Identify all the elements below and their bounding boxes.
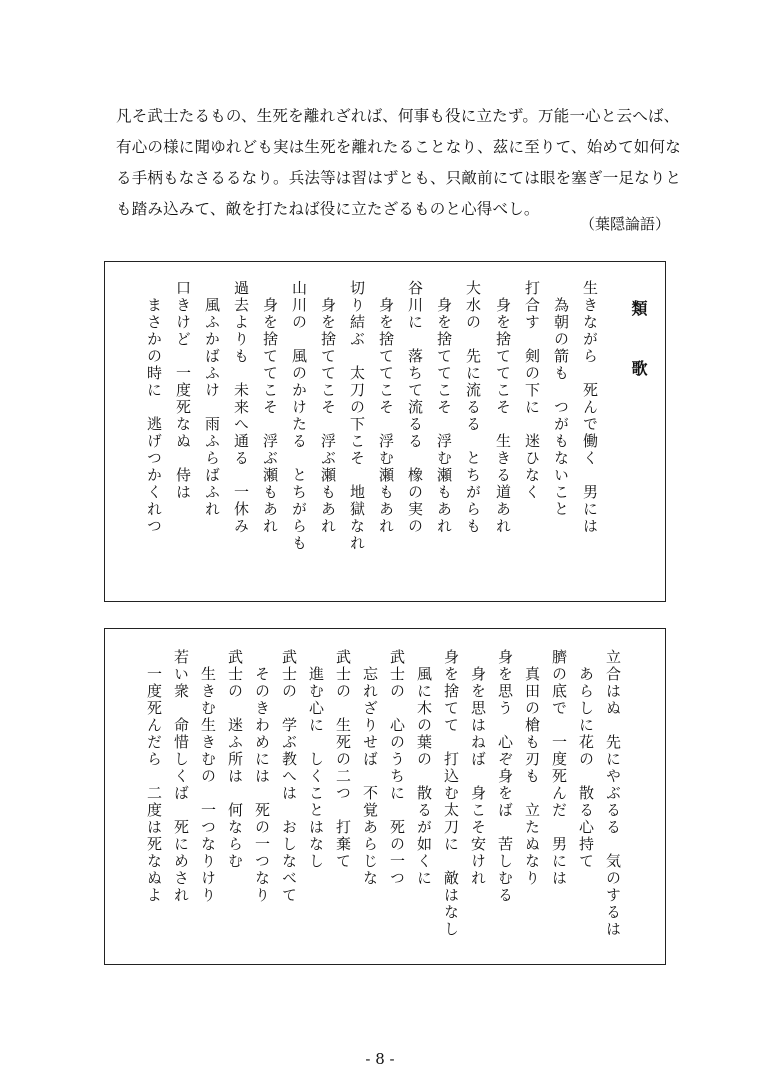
poem-line: 身を思う 心ぞ身をば 苦しむる (496, 649, 514, 904)
poem-line: 一度死んだら 二度は死なぬよ (145, 649, 163, 904)
poem-line: 進む心に しくことはなし (307, 649, 325, 870)
poem-line: 過去よりも 未来へ通る 一休み (232, 280, 250, 535)
intro-line: 有心の様に聞ゆれども実は生死を離れたることなり、茲に至りて、始めて如何な (116, 138, 681, 156)
poem-line: あらしに花の 散る心持て (577, 649, 595, 870)
poem-line: 身を捨ててこそ 浮む瀬もあれ (435, 280, 453, 535)
poem-line: 生きながら 死んで働く 男には (581, 280, 599, 535)
box-title: 類 歌 (629, 300, 648, 390)
poem-line: 忘れざりせば 不覚あらじな (361, 649, 379, 887)
poem-line: 臍の底で 一度死んだ 男には (550, 649, 568, 887)
poem-line: 為朝の箭も つがもないこと (552, 280, 570, 518)
intro-line: る手柄もなさるるなり。兵法等は習はずとも、只敵前にては眼を塞ぎ一足なりと (116, 169, 682, 187)
intro-line: も踏み込みて、敵を打たねば役に立たざるものと心得べし。 (116, 200, 540, 218)
poem-line: 山川の 風のかけたる とちがらも (290, 280, 308, 552)
intro-paragraph (116, 101, 682, 225)
poem-line: 打合す 剣の下に 迷ひなく (523, 280, 541, 501)
poem-line: 大水の 先に流るる とちがらも (464, 280, 482, 535)
poem-line: 若い衆 命惜しくば 死にめされ (172, 649, 190, 904)
poem-line: まさかの時に 逃げつかくれつ (145, 280, 163, 535)
poem-line: 立合はぬ 先にやぶるる 気のするは (604, 649, 622, 938)
poem-line: 武士の 生死の二つ 打棄て (334, 649, 352, 870)
poem-line: 谷川に 落ちて流るる 橡の実の (406, 280, 424, 535)
poem-line: 風ふかばふけ 雨ふらばふれ (203, 280, 221, 518)
poem-line: 口きけど 一度死なぬ 侍は (174, 280, 192, 501)
poem-line: 風に木の葉の 散るが如くに (415, 649, 433, 887)
poem-line: 切り結ぶ 太刀の下こそ 地獄なれ (348, 280, 366, 552)
poem-box-similar-songs (104, 261, 666, 602)
poem-box-warrior-songs (104, 628, 666, 965)
page-number: - 8 - (365, 1050, 395, 1068)
poem-line: 身を捨てて 打込む太刀に 敵はなし (442, 649, 460, 938)
poem-line: 真田の槍も刃も 立たぬなり (523, 649, 541, 887)
poem-line: 身を思はねば 身こそ安けれ (469, 649, 487, 887)
poem-line: 武士の 心のうちに 死の一つ (388, 649, 406, 887)
poem-line: 武士の 学ぶ教へは おしなべて (280, 649, 298, 904)
poem-line: 身を捨ててこそ 生きる道あれ (494, 280, 512, 535)
source-citation: （葉隠論語） (579, 215, 670, 233)
poem-line: 身を捨ててこそ 浮む瀬もあれ (377, 280, 395, 535)
poem-line: そのきわめには 死の一つなり (253, 649, 271, 904)
poem-line: 身を捨ててこそ 浮ぶ瀬もあれ (261, 280, 279, 535)
intro-line: 凡そ武士たるもの、生死を離れざれば、何事も役に立たず。万能一心と云へば、 (116, 107, 680, 125)
poem-line: 身を捨ててこそ 浮ぶ瀬もあれ (319, 280, 337, 535)
poem-line: 武士の 迷ふ所は 何ならむ (226, 649, 244, 870)
poem-line: 生きむ生きむの 一つなりけり (199, 649, 217, 904)
